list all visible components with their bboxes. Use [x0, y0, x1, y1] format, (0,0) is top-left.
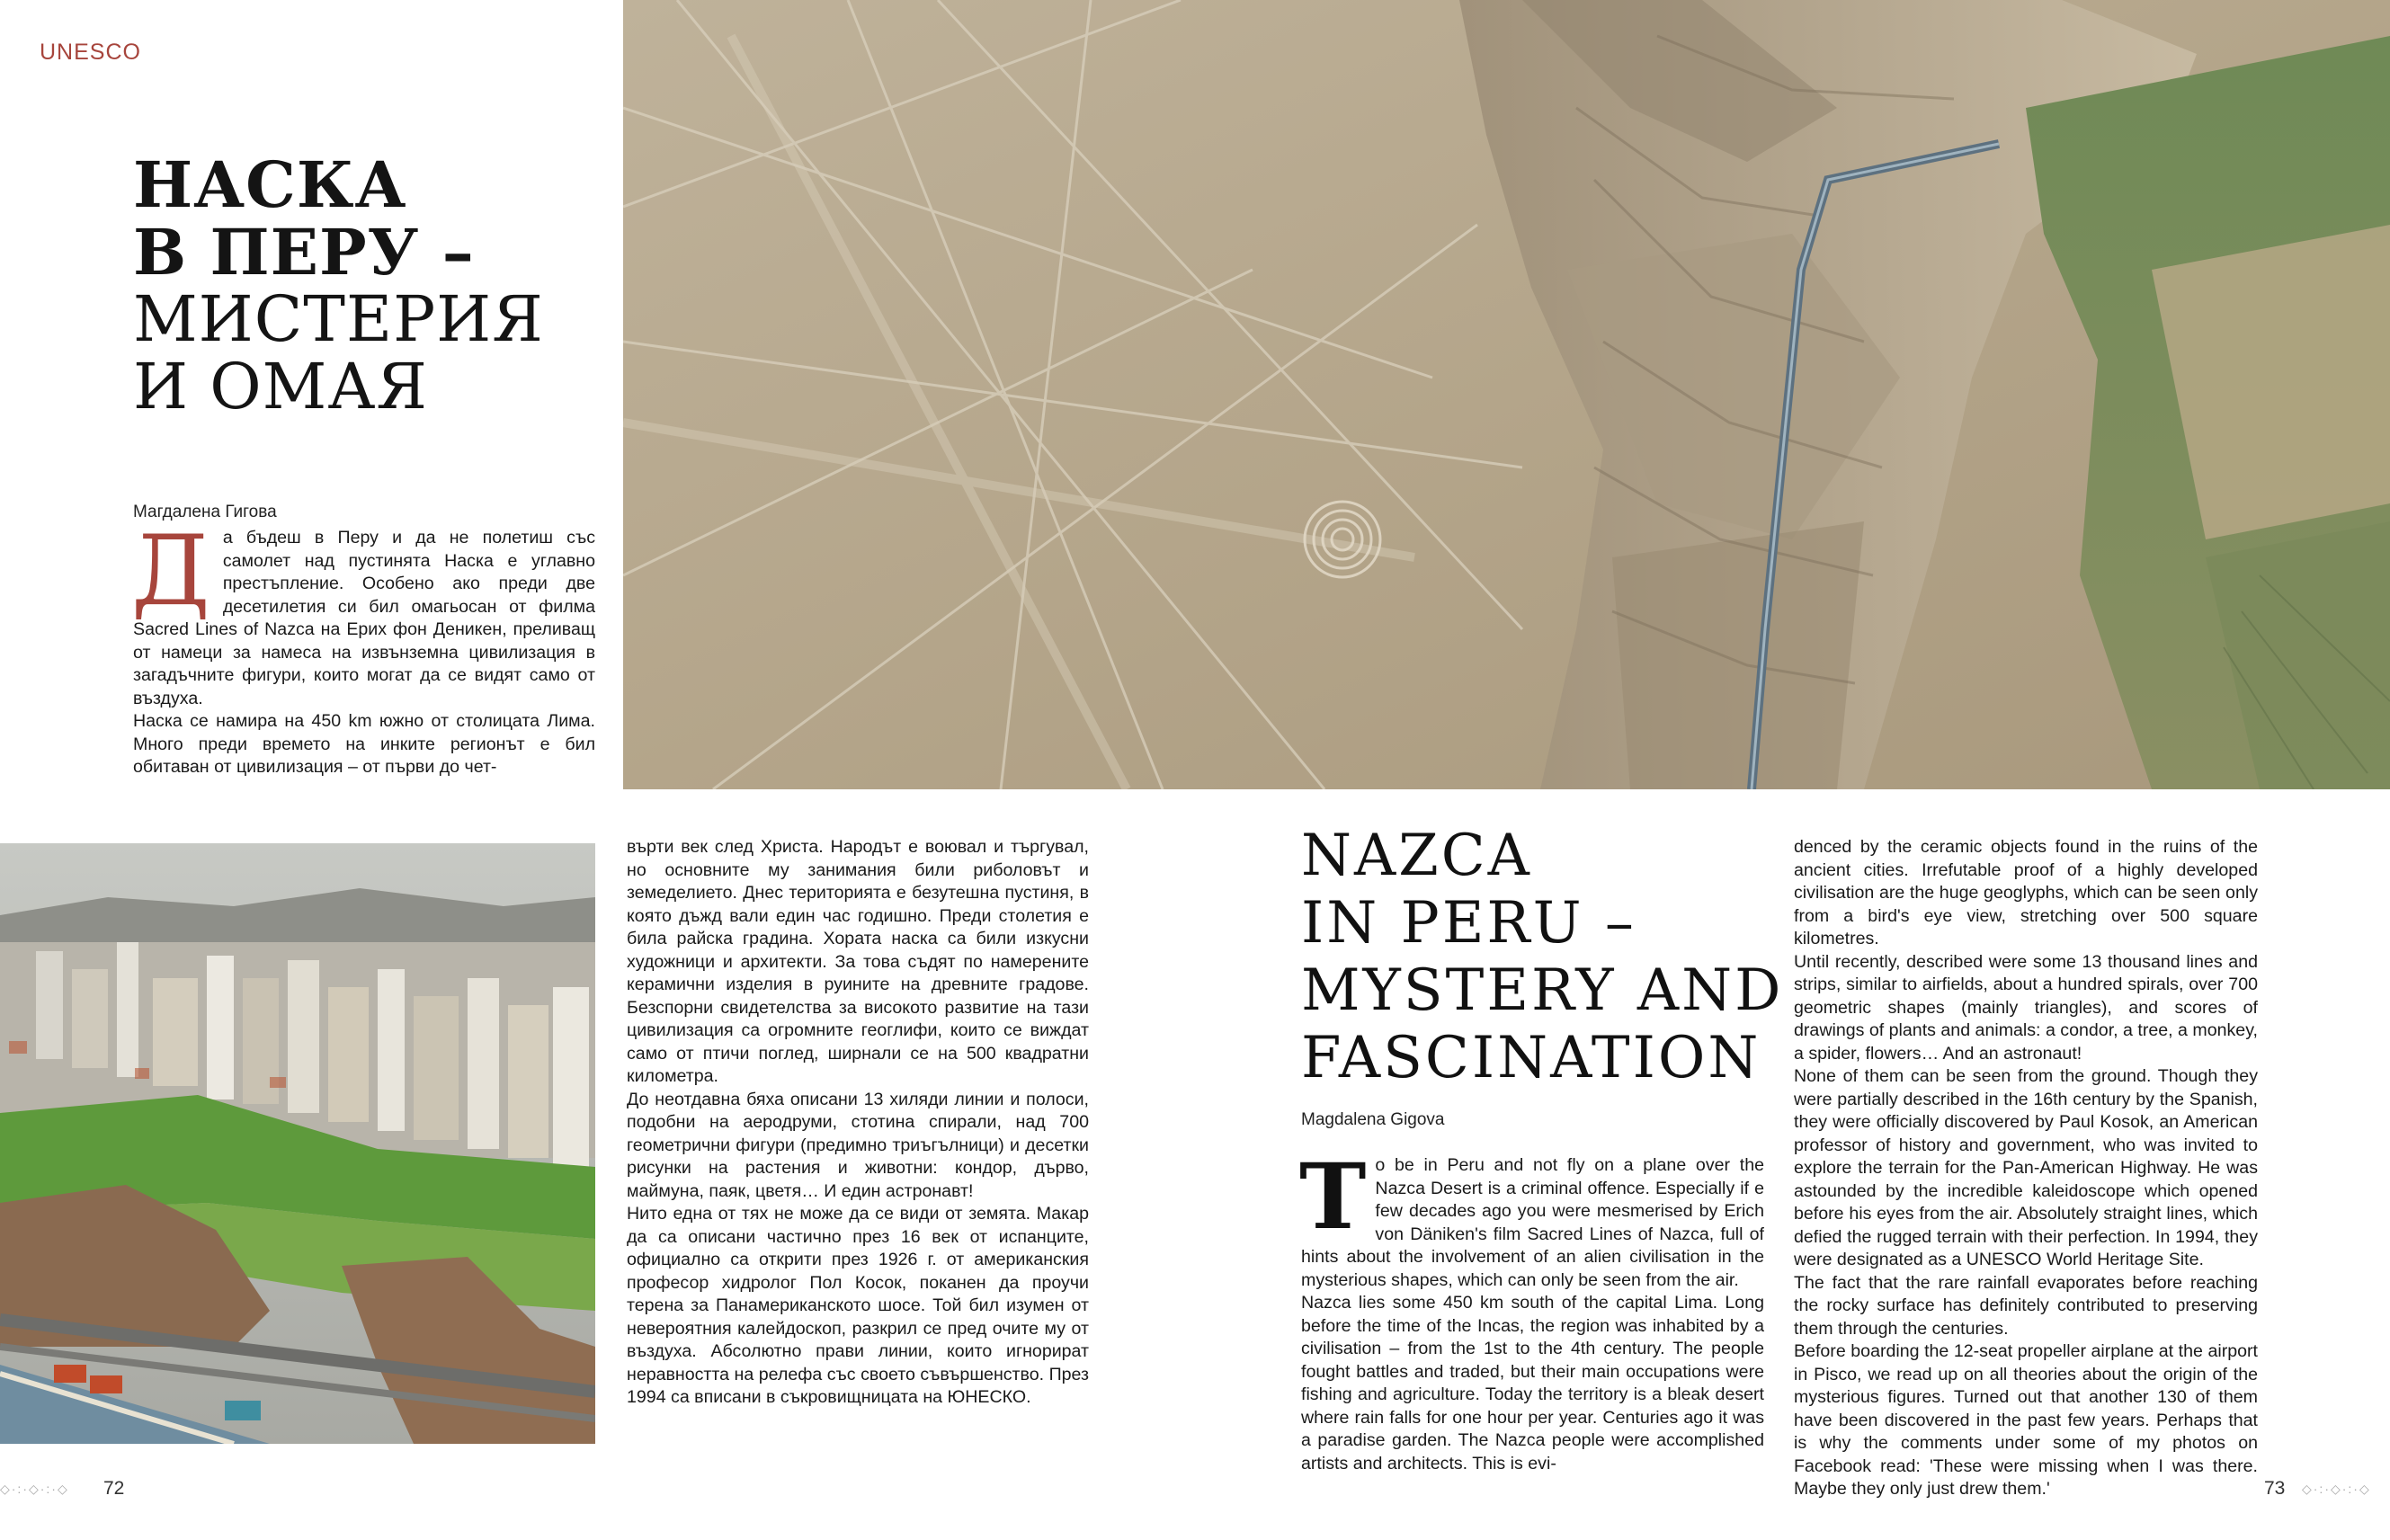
section-tag: UNESCO	[40, 40, 141, 65]
en-title-line-3: MYSTERY AND	[1301, 957, 1784, 1024]
en-col1-para-1-text: o be in Peru and not fly on a plane over the Nazca Desert is a criminal offence. Especially if e few decades ago you were mesmerised by Erich von Däniken's film Sacred Lines of Nazca, full of hints about the involvement of an alien civilisation in the mysterious shapes, which can only be seen from the air.	[1301, 1155, 1764, 1290]
en-title-line-2: IN PERU –	[1301, 890, 1636, 957]
bg-column-2	[627, 836, 1089, 1410]
en-col2-para-4: The fact that the rare rainfall evaporates before reaching the rocky surface has definitely contributed to preserving them through the centuries.	[1794, 1272, 2258, 1339]
en-col2-para-1: denced by the ceramic objects found in the ruins of the ancient cities. Irrefutable proof of a highly developed civilisation are the huge geoglyphs, which can be seen only from a bird's eye view, stretching over 500 square kilometres.	[1794, 837, 2258, 948]
en-column-2	[1794, 836, 2258, 1501]
page-number-left: 72	[103, 1478, 125, 1499]
en-title-line-1: NAZCA	[1301, 823, 1532, 889]
bg-col2-para-2: До неотдавна бяха описани 13 хиляди линии и полоси, подобни на аеродруми, стотина спирали, над 700 геометрични фигури (предимно триъгълници) и десетки рисунки на растения и животни: кондор, дърво, маймуна, паяк, цветя… И един астронавт!	[627, 1089, 1089, 1201]
bg-title-line-3: МИСТЕРИЯ	[133, 282, 544, 356]
bg-column-1	[131, 515, 595, 779]
en-col2-para-5: Before boarding the 12-seat propeller airplane at the airport in Pisco, we read up on all theories about the origin of the mysterious figures. Turned out that another 130 of them have been discovered in the past few years. Perhaps that is why the comments under some of my photos on Facebook read: 'These were missing when I was there. Maybe they only just drew them.'	[1794, 1341, 2258, 1499]
bg-title-line-2: В ПЕРУ –	[133, 215, 475, 289]
en-dropcap: T	[1299, 1144, 1367, 1250]
bg-title-line-1: НАСКА	[133, 147, 407, 222]
en-col2-para-2: Until recently, described were some 13 thousand lines and strips, similar to airfields, about a hundred spirals, over 700 geometric shapes (mainly triangles), and scores of drawings of plants and animals: a condor, a tree, a monkey, a spider, flowers… And an astronaut!	[1794, 951, 2258, 1064]
bg-col1-para-1-text: а бъдеш в Перу и да не полетиш със самолет над пустинята Наска е углавно престъпление. Особено ако преди две десетилетия си бил омагьосан от филма Sacred Lines of Nazca на Ерих фон Деникен, преливащ от намеци за намеса на извънземна цивилизация в загадъчните фигури, които могат да се видят само от въздуха.	[133, 528, 595, 708]
en-col1-para-1	[1299, 1144, 1764, 1292]
en-title	[1301, 823, 1805, 1092]
en-title-line-4: FASCINATION	[1301, 1025, 1761, 1091]
bg-dropcap: Д	[131, 515, 210, 628]
bg-col1-para-2: Наска се намира на 450 km южно от столицата Лима. Много преди времето на инките регионът е бил обитаван от цивилизация – от първи до чет-	[133, 711, 595, 777]
nazca-aerial-photo	[623, 0, 2390, 789]
en-col2-para-3: None of them can be seen from the ground. Though they were partially described in the 16th century by the Spanish, they were officially discovered by Paul Kosok, an American professor of history and government, who was invited to explore the terrain for the Pan-American Highway. He was astounded by the incredible kaleidoscope which opened before his eyes from the air. Absolutely straight lines, which defied the rugged terrain with their perfection. In 1994, they were designated as a UNESCO World Heritage Site.	[1794, 1066, 2258, 1269]
ornament-right: ◇·:·◇·:·◇	[2302, 1482, 2371, 1496]
page-number-right: 73	[2264, 1478, 2286, 1499]
bg-col2-para-1: върти век след Христа. Народът е воювал и търгувал, но основните му занимания били риболовът и земеделието. Днес територията е безутешна пустиня, в която дъжд вали един час годишно. Преди столетия е била райска градина. Хората наска са били изкусни художници и архитекти. За това съдят по намерените керамични изделия в руините на древните градове. Безспорни свидетелства за високото развитие на тази цивилизация са огромните геоглифи, които се виждат само от птичи поглед, ширнали се на 500 квадратни километра.	[627, 837, 1089, 1086]
en-column-1	[1299, 1144, 1764, 1475]
lima-coast-photo	[0, 843, 595, 1444]
en-col1-para-2: Nazca lies some 450 km south of the capital Lima. Long before the time of the Incas, the region was inhabited by a civilisation – from the 1st to the 4th century. The people fought battles and traded, but their main occupations were fishing and agriculture. Today the territory is a bleak desert where rain falls for one hour per year. Centuries ago it was a paradise garden. The Nazca people were accomplished artists and architects. This is evi-	[1301, 1293, 1764, 1473]
bg-col1-para-1	[131, 515, 595, 710]
bg-author: Магдалена Гигова	[133, 503, 277, 521]
bg-title-line-4: И ОМАЯ	[133, 350, 428, 423]
ornament-left: ◇·:·◇·:·◇	[0, 1482, 69, 1496]
bg-title	[133, 147, 619, 423]
bg-col2-para-3: Нито една от тях не може да се види от земята. Макар да са описани частично през 16 век от испанците, официално са открити през 1926 г. от американския професор хидролог Пол Косок, поканен да проучи терена за Панамериканското шосе. Той бил изумен от невероятния калейдоскоп, разкрил се пред очите му от въздуха. Абсолютно прави линии, които игнорират неравността на релефа със своето съвършенство. През 1994 са вписани в съкровищницата на ЮНЕСКО.	[627, 1204, 1089, 1407]
en-author: Magdalena Gigova	[1301, 1110, 1445, 1129]
